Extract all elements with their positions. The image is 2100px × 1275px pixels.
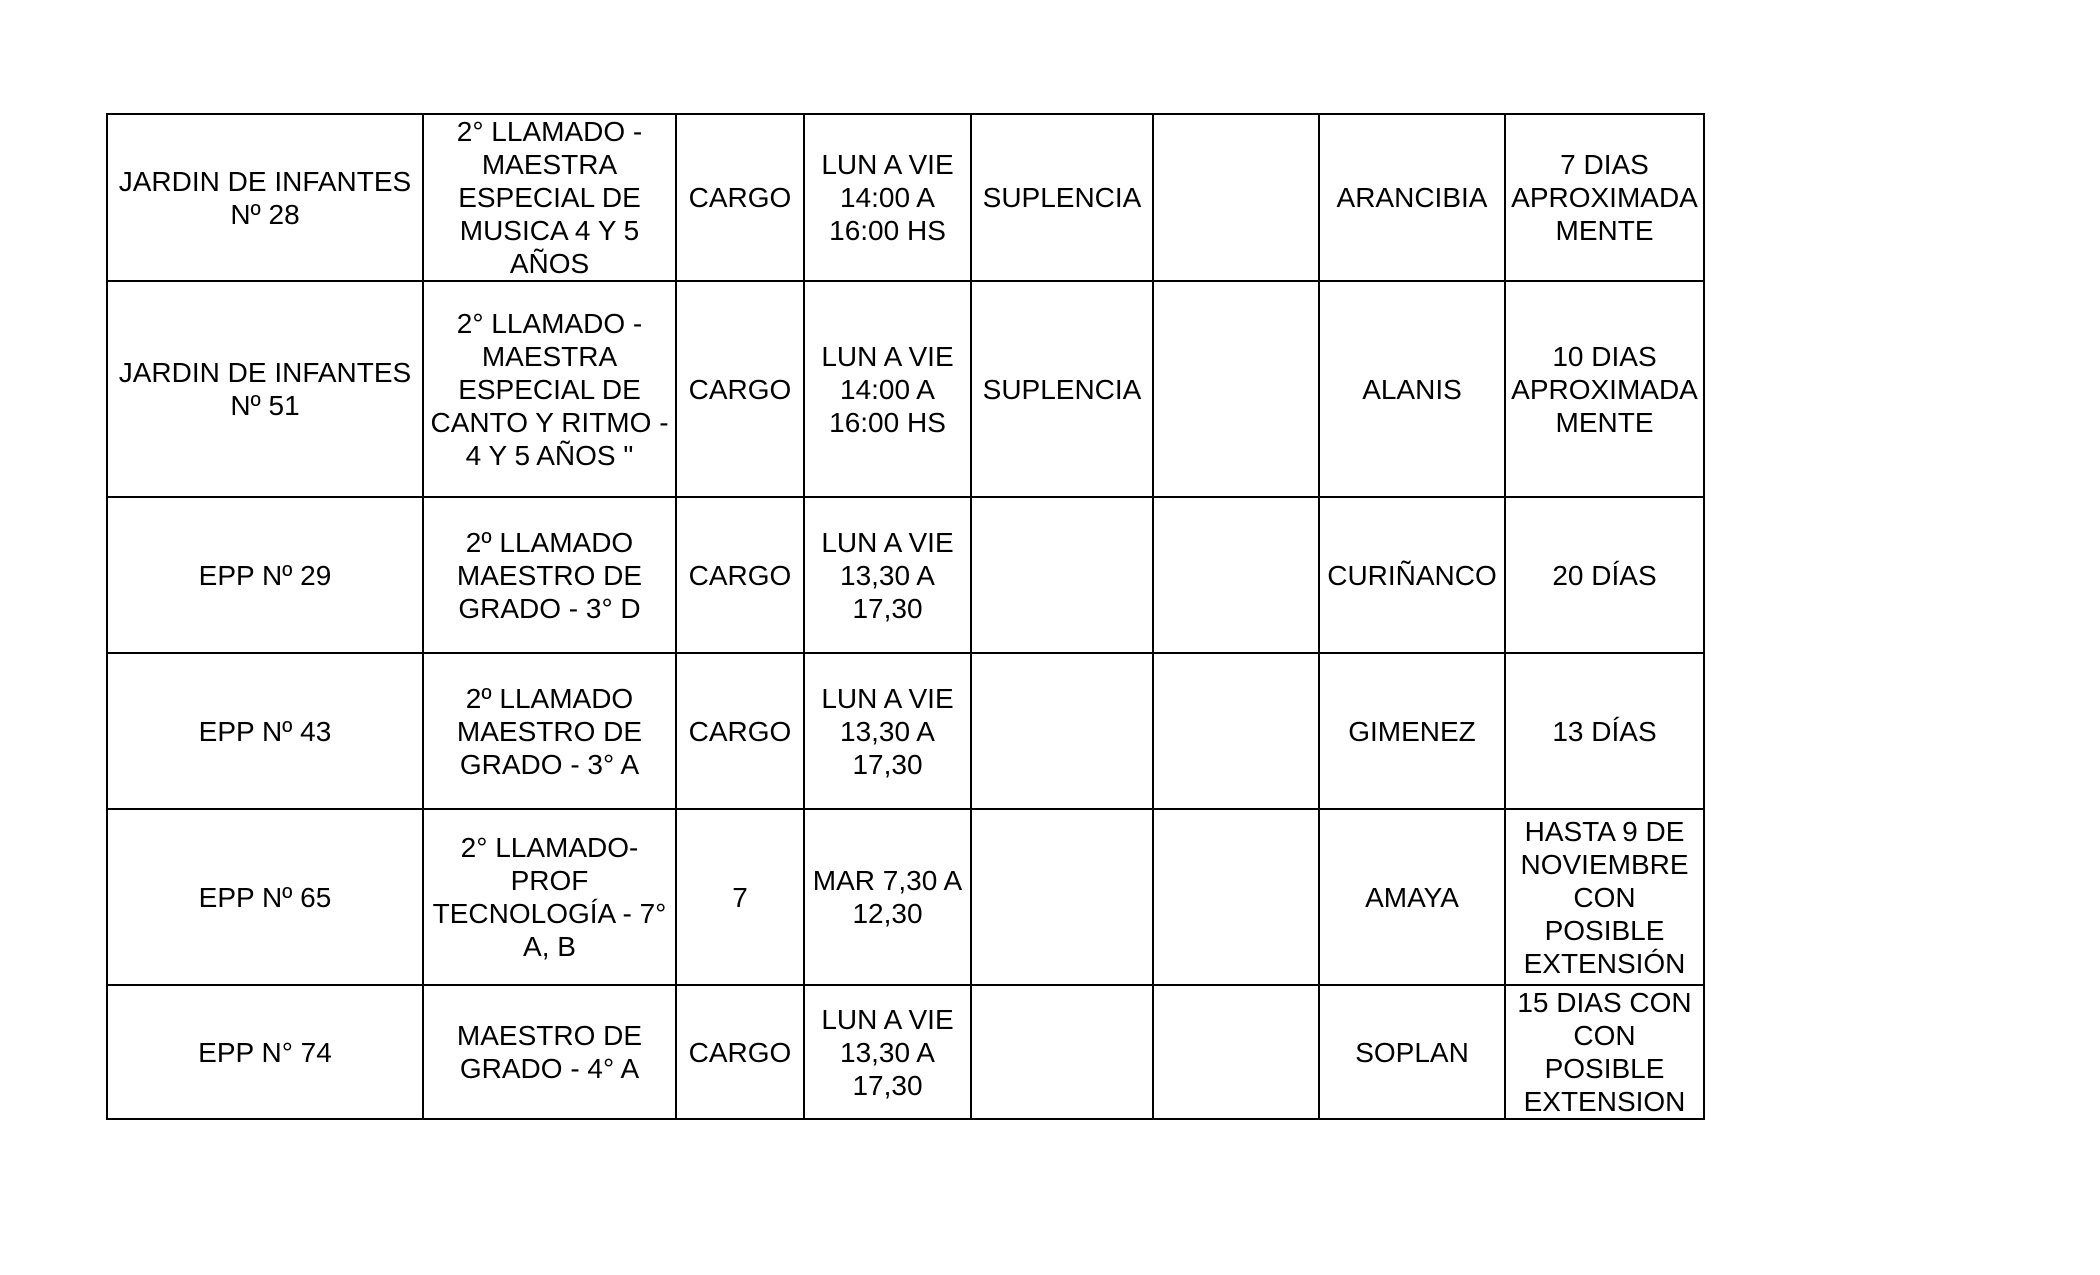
school-cell: EPP N° 74 (107, 985, 423, 1119)
empty-cell (1153, 497, 1319, 653)
type-cell: CARGO (676, 653, 804, 809)
teacher-cell: SOPLAN (1319, 985, 1505, 1119)
position-description-cell: 2° LLAMADO - MAESTRA ESPECIAL DE CANTO Y RITMO - 4 Y 5 AÑOS " (423, 281, 676, 497)
status-cell (971, 809, 1153, 985)
position-description-cell: 2° LLAMADO- PROF TECNOLOGÍA - 7° A, B (423, 809, 676, 985)
empty-cell (1153, 114, 1319, 281)
schedule-cell: LUN A VIE 14:00 A 16:00 HS (804, 114, 971, 281)
teacher-cell: ALANIS (1319, 281, 1505, 497)
teacher-cell: CURIÑANCO (1319, 497, 1505, 653)
empty-cell (1153, 809, 1319, 985)
duration-cell: 10 DIAS APROXIMADA MENTE (1505, 281, 1704, 497)
table-row (107, 653, 1704, 809)
table-row (107, 985, 1704, 1119)
table-row (107, 281, 1704, 497)
table-row (107, 809, 1704, 985)
duration-cell: 13 DÍAS (1505, 653, 1704, 809)
table-row (107, 114, 1704, 281)
type-cell: CARGO (676, 281, 804, 497)
schedule-cell: MAR 7,30 A 12,30 (804, 809, 971, 985)
vacancies-table (106, 113, 1705, 1120)
school-cell: EPP Nº 29 (107, 497, 423, 653)
type-cell: 7 (676, 809, 804, 985)
status-cell: SUPLENCIA (971, 114, 1153, 281)
status-cell (971, 985, 1153, 1119)
empty-cell (1153, 653, 1319, 809)
duration-cell: HASTA 9 DE NOVIEMBRE CON POSIBLE EXTENSIÓN (1505, 809, 1704, 985)
position-description-cell: 2º LLAMADO MAESTRO DE GRADO - 3° D (423, 497, 676, 653)
schedule-cell: LUN A VIE 13,30 A 17,30 (804, 985, 971, 1119)
schedule-cell: LUN A VIE 14:00 A 16:00 HS (804, 281, 971, 497)
empty-cell (1153, 281, 1319, 497)
school-cell: JARDIN DE INFANTES Nº 28 (107, 114, 423, 281)
schedule-cell: LUN A VIE 13,30 A 17,30 (804, 497, 971, 653)
position-description-cell: 2° LLAMADO - MAESTRA ESPECIAL DE MUSICA 4 Y 5 AÑOS (423, 114, 676, 281)
type-cell: CARGO (676, 985, 804, 1119)
school-cell: EPP Nº 43 (107, 653, 423, 809)
position-description-cell: 2º LLAMADO MAESTRO DE GRADO - 3° A (423, 653, 676, 809)
type-cell: CARGO (676, 497, 804, 653)
empty-cell (1153, 985, 1319, 1119)
school-cell: EPP Nº 65 (107, 809, 423, 985)
teacher-cell: GIMENEZ (1319, 653, 1505, 809)
schedule-cell: LUN A VIE 13,30 A 17,30 (804, 653, 971, 809)
status-cell (971, 497, 1153, 653)
teacher-cell: ARANCIBIA (1319, 114, 1505, 281)
teacher-cell: AMAYA (1319, 809, 1505, 985)
table-row (107, 497, 1704, 653)
school-cell: JARDIN DE INFANTES Nº 51 (107, 281, 423, 497)
duration-cell: 15 DIAS CON CON POSIBLE EXTENSION (1505, 985, 1704, 1119)
status-cell: SUPLENCIA (971, 281, 1153, 497)
duration-cell: 20 DÍAS (1505, 497, 1704, 653)
type-cell: CARGO (676, 114, 804, 281)
status-cell (971, 653, 1153, 809)
duration-cell: 7 DIAS APROXIMADA MENTE (1505, 114, 1704, 281)
position-description-cell: MAESTRO DE GRADO - 4° A (423, 985, 676, 1119)
